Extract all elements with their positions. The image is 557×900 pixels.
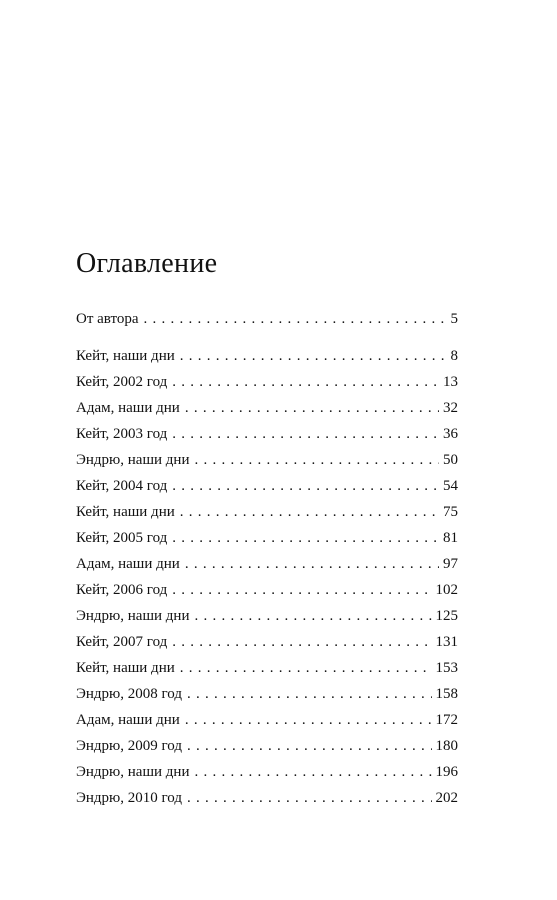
toc-entry-page-number: 125 bbox=[435, 608, 458, 624]
toc-entry[interactable] bbox=[76, 447, 458, 473]
dot-leader bbox=[180, 343, 447, 369]
toc-entry-title: Эндрю, наши дни bbox=[76, 452, 190, 468]
toc-entry-page-number: 13 bbox=[443, 374, 458, 390]
dot-leader bbox=[180, 499, 439, 525]
toc-entry[interactable] bbox=[76, 499, 458, 525]
toc-entry[interactable] bbox=[76, 603, 458, 629]
toc-entry-title: Кейт, 2004 год bbox=[76, 478, 168, 494]
toc-entry[interactable] bbox=[76, 473, 458, 499]
toc-entry-page-number: 202 bbox=[435, 790, 458, 806]
dot-leader bbox=[172, 629, 431, 655]
toc-entry[interactable] bbox=[76, 421, 458, 447]
toc-entry[interactable] bbox=[76, 577, 458, 603]
toc-entry-title: Кейт, 2003 год bbox=[76, 426, 168, 442]
toc-entry-title: Эндрю, наши дни bbox=[76, 764, 190, 780]
toc-entry-page-number: 196 bbox=[435, 764, 458, 780]
toc-entry-page-number: 131 bbox=[435, 634, 458, 650]
toc-entry-title: Кейт, наши дни bbox=[76, 504, 175, 520]
dot-leader bbox=[187, 785, 432, 811]
table-of-contents bbox=[76, 306, 458, 811]
toc-entry-title: Эндрю, 2008 год bbox=[76, 686, 182, 702]
toc-entry[interactable] bbox=[76, 681, 458, 707]
toc-entry-page-number: 81 bbox=[443, 530, 458, 546]
toc-entry[interactable] bbox=[76, 759, 458, 785]
toc-entry-title: Кейт, 2002 год bbox=[76, 374, 168, 390]
toc-entry-page-number: 180 bbox=[435, 738, 458, 754]
toc-entry-title: Кейт, наши дни bbox=[76, 348, 175, 364]
toc-entry[interactable] bbox=[76, 733, 458, 759]
dot-leader bbox=[194, 759, 431, 785]
toc-entry-page-number: 50 bbox=[443, 452, 458, 468]
toc-entry-page-number: 5 bbox=[450, 311, 458, 327]
toc-entry[interactable] bbox=[76, 343, 458, 369]
toc-entry-title: Адам, наши дни bbox=[76, 556, 180, 572]
toc-entry-page-number: 54 bbox=[443, 478, 458, 494]
toc-entry-title: Кейт, 2005 год bbox=[76, 530, 168, 546]
toc-entry-page-number: 75 bbox=[443, 504, 458, 520]
dot-leader bbox=[194, 603, 431, 629]
toc-entry-title: От автора bbox=[76, 311, 139, 327]
toc-entry-title: Кейт, 2007 год bbox=[76, 634, 168, 650]
toc-entry-page-number: 102 bbox=[435, 582, 458, 598]
toc-entry-page-number: 172 bbox=[435, 712, 458, 728]
dot-leader bbox=[185, 551, 439, 577]
dot-leader bbox=[144, 306, 447, 332]
toc-entry[interactable] bbox=[76, 785, 458, 811]
dot-leader bbox=[172, 421, 439, 447]
toc-entry-title: Адам, наши дни bbox=[76, 712, 180, 728]
dot-leader bbox=[187, 733, 432, 759]
toc-entry[interactable] bbox=[76, 551, 458, 577]
toc-entry[interactable] bbox=[76, 629, 458, 655]
toc-entry-page-number: 153 bbox=[435, 660, 458, 676]
page-title: Оглавление bbox=[76, 248, 218, 279]
dot-leader bbox=[172, 577, 431, 603]
dot-leader bbox=[185, 395, 439, 421]
dot-leader bbox=[172, 473, 439, 499]
toc-entry-page-number: 8 bbox=[450, 348, 458, 364]
toc-entry-title: Кейт, 2006 год bbox=[76, 582, 168, 598]
toc-entry-page-number: 158 bbox=[435, 686, 458, 702]
toc-entry-title: Эндрю, 2009 год bbox=[76, 738, 182, 754]
toc-entry-page-number: 32 bbox=[443, 400, 458, 416]
dot-leader bbox=[172, 369, 439, 395]
toc-entry[interactable] bbox=[76, 525, 458, 551]
toc-entry-page-number: 97 bbox=[443, 556, 458, 572]
dot-leader bbox=[172, 525, 439, 551]
toc-entry[interactable] bbox=[76, 395, 458, 421]
dot-leader bbox=[194, 447, 439, 473]
toc-entry-title: Кейт, наши дни bbox=[76, 660, 175, 676]
toc-entry[interactable] bbox=[76, 306, 458, 332]
toc-entry-page-number: 36 bbox=[443, 426, 458, 442]
toc-entry-title: Эндрю, наши дни bbox=[76, 608, 190, 624]
toc-entry-title: Адам, наши дни bbox=[76, 400, 180, 416]
toc-entry[interactable] bbox=[76, 655, 458, 681]
toc-entry-title: Эндрю, 2010 год bbox=[76, 790, 182, 806]
dot-leader bbox=[185, 707, 432, 733]
toc-entry[interactable] bbox=[76, 707, 458, 733]
dot-leader bbox=[187, 681, 432, 707]
dot-leader bbox=[180, 655, 432, 681]
toc-entry[interactable] bbox=[76, 369, 458, 395]
